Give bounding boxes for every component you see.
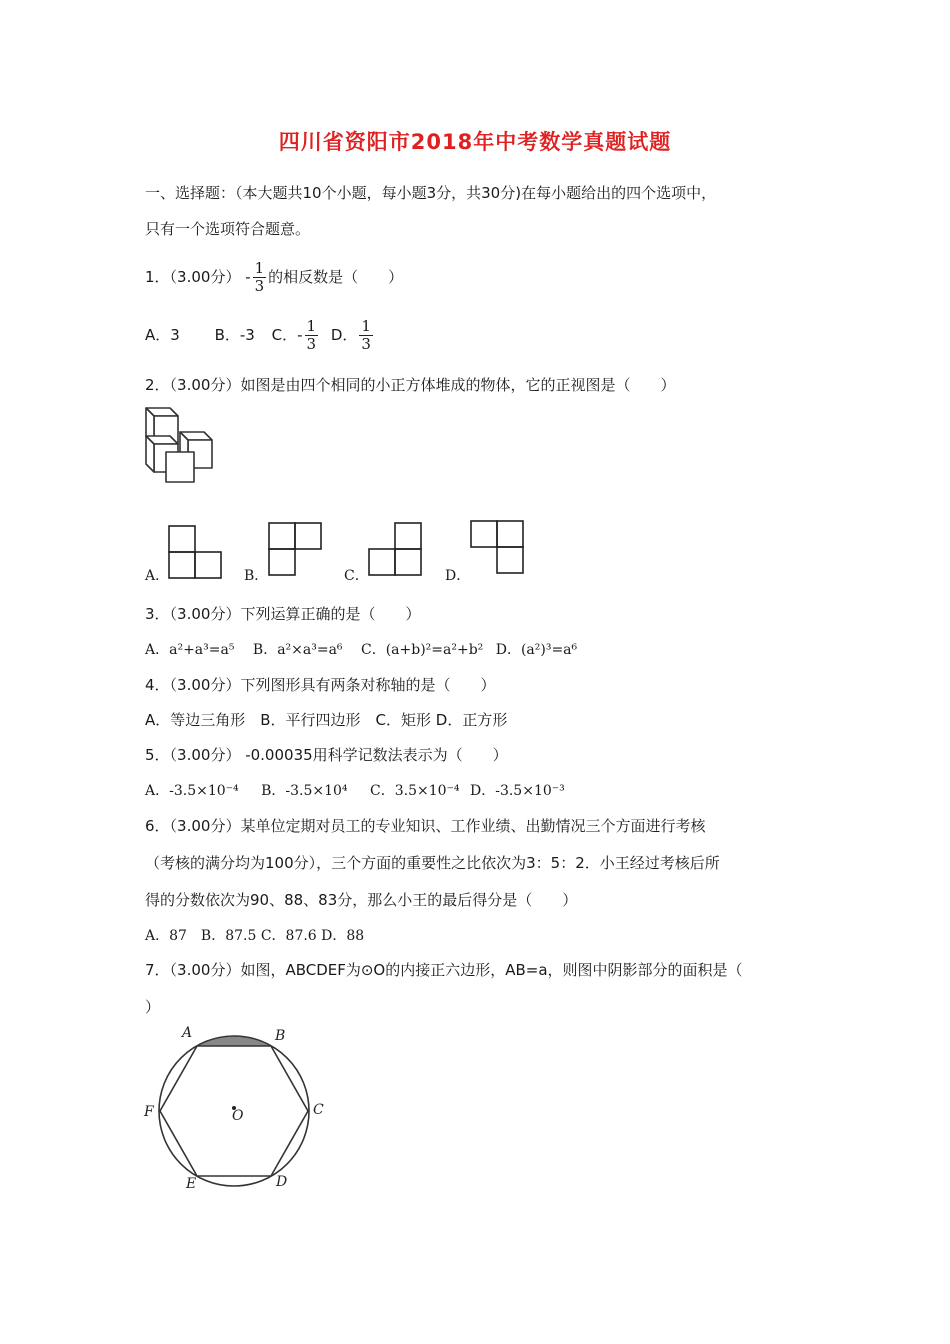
question-4-options: A．等边三角形 B．平行四边形 C．矩形 D．正方形 <box>145 711 508 729</box>
fraction-one-third <box>253 260 267 295</box>
question-3-options <box>145 639 577 659</box>
question-1-prefix: 1．（3.00分） - <box>145 268 251 286</box>
q5-option-b: B．-3.5×10⁴ <box>261 783 348 799</box>
question-7-line2: ） <box>145 998 161 1016</box>
page-title: 四川省资阳市2018年中考数学真题试题 <box>278 130 672 154</box>
fraction-numerator: 1 <box>306 317 317 335</box>
hexagon-circle-figure <box>140 1020 340 1195</box>
question-2: 2．（3.00分）如图是由四个相同的小正方体堆成的物体，它的正视图是（ ） <box>145 376 676 394</box>
shaded-segment <box>197 1036 271 1046</box>
label-e: E <box>186 1176 197 1192</box>
label-a: A <box>182 1025 193 1041</box>
q2-option-d: D． <box>445 568 471 584</box>
q2-option-b: B． <box>244 568 269 584</box>
q2-option-c-figure <box>368 522 422 576</box>
q2-option-a-figure <box>168 525 222 579</box>
fraction-numerator: 1 <box>254 259 265 277</box>
label-d: D <box>276 1174 288 1190</box>
section-intro-line1: 一、选择题：（本大题共10个小题，每小题3分，共30分)在每小题给出的四个选项中， <box>145 184 717 202</box>
cube-stack-figure <box>140 402 220 488</box>
question-6-line2: （考核的满分均为100分），三个方面的重要性之比依次为3：5：2．小王经过考核后所 <box>145 854 720 872</box>
q5-option-c: C．3.5×10⁻⁴ <box>370 783 460 799</box>
q2-option-a: A． <box>145 568 170 584</box>
q1-option-d <box>330 317 375 353</box>
question-3: 3．（3.00分）下列运算正确的是（ ） <box>145 605 421 623</box>
label-c: C <box>313 1102 324 1118</box>
q1-option-a: A．3 <box>145 326 180 344</box>
q5-option-a: A．-3.5×10⁻⁴ <box>145 783 239 799</box>
question-5-options <box>145 780 565 800</box>
q3-option-a: A．a²+a³=a⁵ <box>145 642 235 658</box>
label-b: B <box>275 1028 286 1044</box>
question-6-options: A．87 B．87.5 C．87.6 D．88 <box>145 928 365 944</box>
q1-option-c <box>271 317 320 353</box>
fraction-c <box>305 318 319 353</box>
question-1 <box>145 260 403 295</box>
label-o: O <box>232 1108 244 1124</box>
label-f: F <box>144 1104 154 1120</box>
q1-option-d-label: D． <box>330 326 358 344</box>
q1-option-c-label: C．- <box>271 326 303 344</box>
question-5: 5．（3.00分） -0.00035用科学记数法表示为（ ） <box>145 746 508 764</box>
question-1-options <box>145 318 375 353</box>
question-6-line3: 得的分数依次为90、88、83分，那么小王的最后得分是（ ） <box>145 891 578 909</box>
q1-option-b: B．-3 <box>214 326 255 344</box>
question-7-line1: 7．（3.00分）如图，ABCDEF为⊙O的内接正六边形，AB=a，则图中阴影部分的面积是（ <box>145 961 743 979</box>
q5-option-d: D．-3.5×10⁻³ <box>470 783 565 799</box>
q3-option-c: C．(a+b)²=a²+b² <box>361 642 484 658</box>
question-1-suffix: 的相反数是（ ） <box>268 268 404 286</box>
q3-option-d: D．(a²)³=a⁶ <box>495 642 578 658</box>
question-4: 4．（3.00分）下列图形具有两条对称轴的是（ ） <box>145 676 496 694</box>
fraction-denominator: 3 <box>254 277 265 295</box>
fraction-d <box>359 318 373 353</box>
q3-option-b: B．a²×a³=a⁶ <box>252 642 343 658</box>
fraction-numerator: 1 <box>361 317 371 335</box>
question-6-line1: 6．（3.00分）某单位定期对员工的专业知识、工作业绩、出勤情况三个方面进行考核 <box>145 817 706 835</box>
section-intro-line2: 只有一个选项符合题意。 <box>145 220 311 238</box>
q2-option-d-figure <box>470 520 524 574</box>
q2-option-c: C． <box>344 568 369 584</box>
q2-option-b-figure <box>268 522 322 576</box>
fraction-denominator: 3 <box>306 335 317 353</box>
fraction-denominator: 3 <box>361 335 371 353</box>
